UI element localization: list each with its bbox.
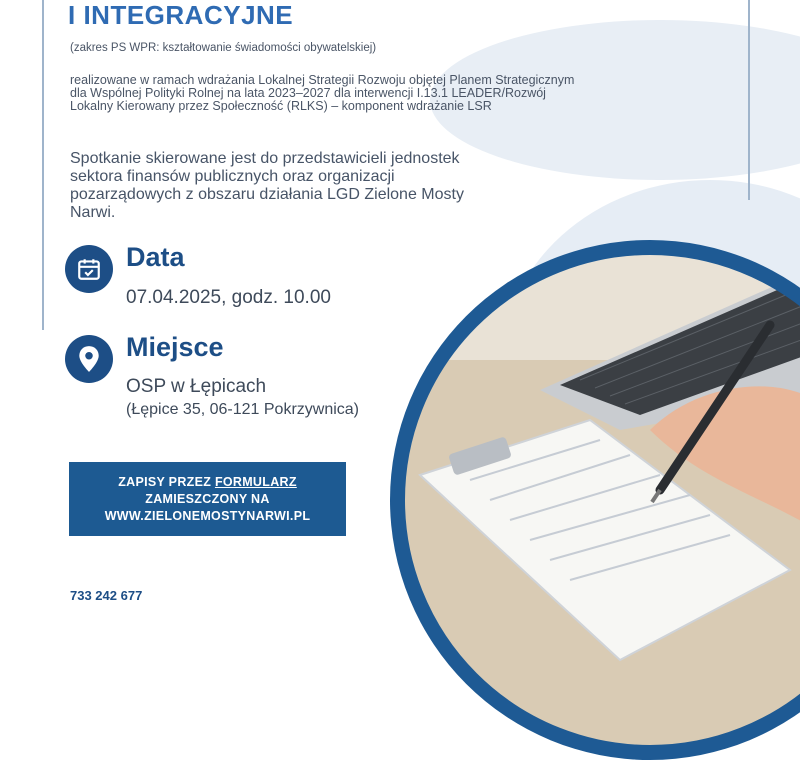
place-value: OSP w Łępicach bbox=[126, 376, 267, 397]
date-value: 07.04.2025, godz. 10.00 bbox=[126, 287, 331, 308]
right-divider-line bbox=[748, 0, 750, 200]
website-link[interactable]: WWW.ZIELONEMOSTYNARWI.PL bbox=[104, 509, 311, 523]
left-divider-line bbox=[42, 0, 44, 330]
scope-note: (zakres PS WPR: kształtowanie świadomości obywatelskiej) bbox=[70, 42, 377, 54]
laptop-document-photo bbox=[390, 240, 800, 760]
location-pin-icon bbox=[65, 335, 113, 383]
audience-description: Spotkanie skierowane jest do przedstawicieli jednostek sektora finansów publicznych oraz organizacji pozarządowych z obszaru działania LGD Zielone Mosty Narwi. bbox=[70, 150, 464, 221]
calendar-icon bbox=[65, 245, 113, 293]
registration-form-link[interactable]: FORMULARZ bbox=[214, 475, 297, 489]
date-label: Data bbox=[126, 242, 185, 272]
cta-line1-prefix: ZAPISY PRZEZ bbox=[118, 475, 215, 489]
phone-number: 733 242 677 bbox=[70, 588, 143, 603]
program-description: realizowane w ramach wdrażania Lokalnej Strategii Rozwoju objętej Planem Strategicznym dla Wspólnej Polityki Rolnej na lata 2023–2027 dla interwencji I.13.1 LEADER/Rozwój Lokalny Kierowany przez Społeczność (RLKS) – komponent wdrażanie LSR bbox=[70, 73, 575, 113]
page-heading: I INTEGRACYJNE bbox=[68, 0, 294, 30]
place-address: (Łępice 35, 06-121 Pokrzywnica) bbox=[126, 401, 360, 418]
registration-banner bbox=[69, 462, 346, 536]
cta-line2: ZAMIESZCZONY NA bbox=[145, 492, 270, 506]
place-label: Miejsce bbox=[126, 332, 224, 362]
